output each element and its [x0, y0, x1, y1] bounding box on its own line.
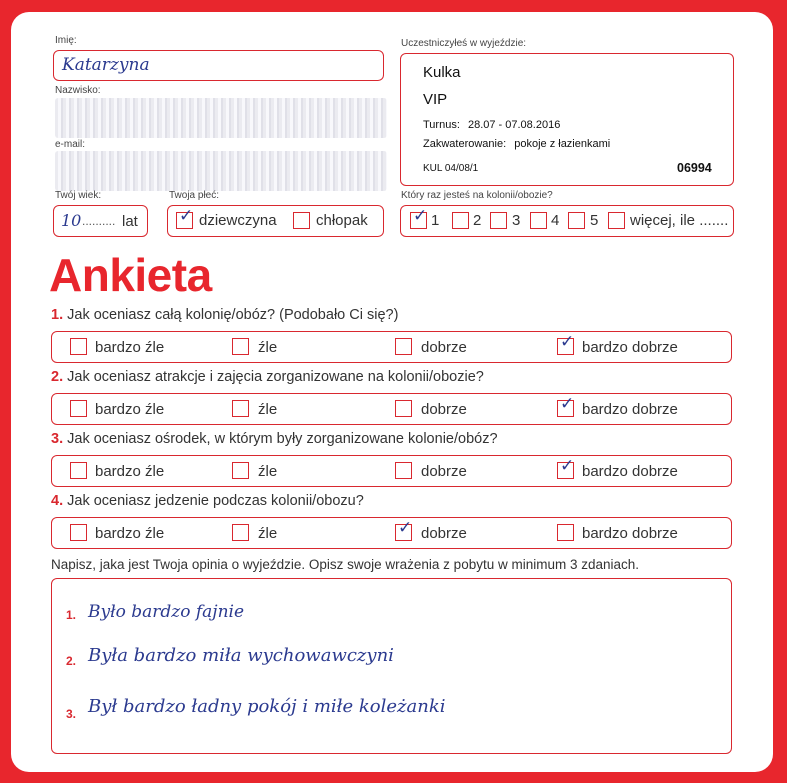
scale-label: bardzo źle — [95, 401, 165, 418]
email-label: e-mail: — [55, 139, 86, 150]
question-1-num: 1. — [51, 307, 64, 323]
q1-checkbox-zle[interactable] — [232, 338, 249, 355]
zakw-row — [423, 138, 610, 150]
plec-option-chlopak: chłopak — [316, 212, 368, 229]
question-3-scale — [51, 455, 732, 487]
times-checkbox-4[interactable] — [530, 212, 547, 229]
scale-label: bardzo dobrze — [582, 463, 678, 480]
times-field — [400, 205, 734, 237]
participant-code: KUL 04/08/1 — [423, 163, 479, 174]
q3-checkbox-bardzo-dobrze[interactable] — [557, 456, 575, 479]
opinion-line-1: Było bardzo fajnie — [88, 602, 245, 622]
plec-label: Twoja płeć: — [169, 190, 220, 201]
plec-checkbox-chlopak[interactable] — [293, 212, 310, 229]
q2-checkbox-dobrze[interactable] — [395, 400, 412, 417]
scale-label: bardzo źle — [95, 525, 165, 542]
check-icon: ✓ — [413, 206, 428, 226]
scale-label: dobrze — [421, 339, 467, 356]
question-3-text: Jak oceniasz ośrodek, w którym były zorganizowane kolonie/obóz? — [67, 431, 498, 447]
q4-checkbox-bardzo-dobrze[interactable] — [557, 524, 574, 541]
check-icon: ✓ — [179, 206, 194, 226]
opinion-textarea[interactable] — [51, 578, 732, 754]
participant-line1: Kulka — [423, 64, 461, 81]
wiek-unit: lat — [122, 213, 138, 230]
scale-label: źle — [258, 463, 278, 480]
scale-label: dobrze — [421, 401, 467, 418]
scale-label: źle — [258, 401, 278, 418]
nazwisko-redacted — [55, 98, 387, 138]
opinion-line-3-num: 3. — [66, 707, 77, 721]
survey-form — [11, 12, 773, 772]
q2-checkbox-zle[interactable] — [232, 400, 249, 417]
times-option-1: 1 — [431, 212, 440, 229]
q3-checkbox-zle[interactable] — [232, 462, 249, 479]
imie-field[interactable] — [53, 50, 384, 81]
scale-label: dobrze — [421, 525, 467, 542]
wiek-label: Twój wiek: — [55, 190, 102, 201]
wiek-value: 10 — [61, 211, 82, 230]
question-2 — [51, 369, 484, 385]
times-option-5: 5 — [590, 212, 599, 229]
times-option-4: 4 — [551, 212, 560, 229]
scale-label: źle — [258, 339, 278, 356]
question-1 — [51, 307, 398, 323]
q3-checkbox-bardzo-zle[interactable] — [70, 462, 87, 479]
scale-label: bardzo źle — [95, 463, 165, 480]
scale-label: bardzo dobrze — [582, 401, 678, 418]
q4-checkbox-dobrze[interactable] — [395, 518, 413, 541]
plec-field — [167, 205, 384, 237]
turnus-row — [423, 119, 560, 131]
q4-checkbox-zle[interactable] — [232, 524, 249, 541]
question-4-text: Jak oceniasz jedzenie podczas kolonii/obozu? — [67, 493, 364, 509]
times-checkbox-more[interactable] — [608, 212, 625, 229]
zakw-label: Zakwaterowanie: — [423, 138, 507, 150]
question-2-scale — [51, 393, 732, 425]
page-title: Ankieta — [49, 249, 212, 301]
question-3-num: 3. — [51, 431, 64, 447]
times-checkbox-5[interactable] — [568, 212, 585, 229]
scale-label: bardzo źle — [95, 339, 165, 356]
q1-checkbox-dobrze[interactable] — [395, 338, 412, 355]
plec-checkbox-dziewczyna[interactable] — [176, 206, 194, 229]
question-2-text: Jak oceniasz atrakcje i zajęcia zorganizowane na kolonii/obozie? — [67, 369, 484, 385]
q2-checkbox-bardzo-dobrze[interactable] — [557, 394, 575, 417]
check-icon: ✓ — [560, 456, 575, 476]
wiek-dots: .......... — [82, 214, 116, 228]
zakw-value: pokoje z łazienkami — [514, 138, 611, 150]
opinion-line-2: Była bardzo miła wychowawczyni — [88, 645, 394, 666]
participant-box — [400, 53, 734, 186]
scale-label: bardzo dobrze — [582, 339, 678, 356]
scale-label: dobrze — [421, 463, 467, 480]
check-icon: ✓ — [398, 518, 413, 538]
turnus-label: Turnus: — [423, 119, 460, 131]
q4-checkbox-bardzo-zle[interactable] — [70, 524, 87, 541]
question-1-text: Jak oceniasz całą kolonię/obóz? (Podobało Ci się?) — [67, 307, 399, 323]
question-4-num: 4. — [51, 493, 64, 509]
opinion-line-2-num: 2. — [66, 654, 77, 668]
imie-label: Imię: — [55, 35, 77, 46]
question-1-scale — [51, 331, 732, 363]
opinion-prompt: Napisz, jaka jest Twoja opinia o wyjeździe. Opisz swoje wrażenia z pobytu w minimum 3 zdaniach. — [51, 557, 640, 572]
opinion-line-3: Był bardzo ładny pokój i miłe koleżanki — [88, 696, 446, 717]
times-option-2: 2 — [473, 212, 482, 229]
scale-label: bardzo dobrze — [582, 525, 678, 542]
times-option-more: więcej, ile ....... — [630, 212, 729, 229]
scale-label: źle — [258, 525, 278, 542]
nazwisko-label: Nazwisko: — [55, 85, 101, 96]
times-checkbox-2[interactable] — [452, 212, 469, 229]
check-icon: ✓ — [560, 394, 575, 414]
email-redacted — [55, 151, 387, 191]
question-3 — [51, 431, 498, 447]
q1-checkbox-bardzo-dobrze[interactable] — [557, 332, 575, 355]
participant-label: Uczestniczyłeś w wyjeździe: — [401, 38, 527, 49]
opinion-line-1-num: 1. — [66, 608, 77, 622]
q2-checkbox-bardzo-zle[interactable] — [70, 400, 87, 417]
times-option-3: 3 — [512, 212, 521, 229]
question-4-scale — [51, 517, 732, 549]
times-checkbox-1[interactable] — [410, 206, 428, 229]
wiek-field[interactable] — [53, 205, 148, 237]
question-4 — [51, 493, 364, 509]
question-2-num: 2. — [51, 369, 64, 385]
imie-value: Katarzyna — [62, 55, 150, 75]
times-label: Który raz jesteś na kolonii/obozie? — [401, 190, 553, 201]
plec-option-dziewczyna: dziewczyna — [199, 212, 277, 229]
participant-line2: VIP — [423, 91, 448, 108]
check-icon: ✓ — [560, 332, 575, 352]
participant-number: 06994 — [677, 161, 712, 175]
times-checkbox-3[interactable] — [490, 212, 507, 229]
q3-checkbox-dobrze[interactable] — [395, 462, 412, 479]
turnus-value: 28.07 - 07.08.2016 — [467, 119, 561, 131]
q1-checkbox-bardzo-zle[interactable] — [70, 338, 87, 355]
